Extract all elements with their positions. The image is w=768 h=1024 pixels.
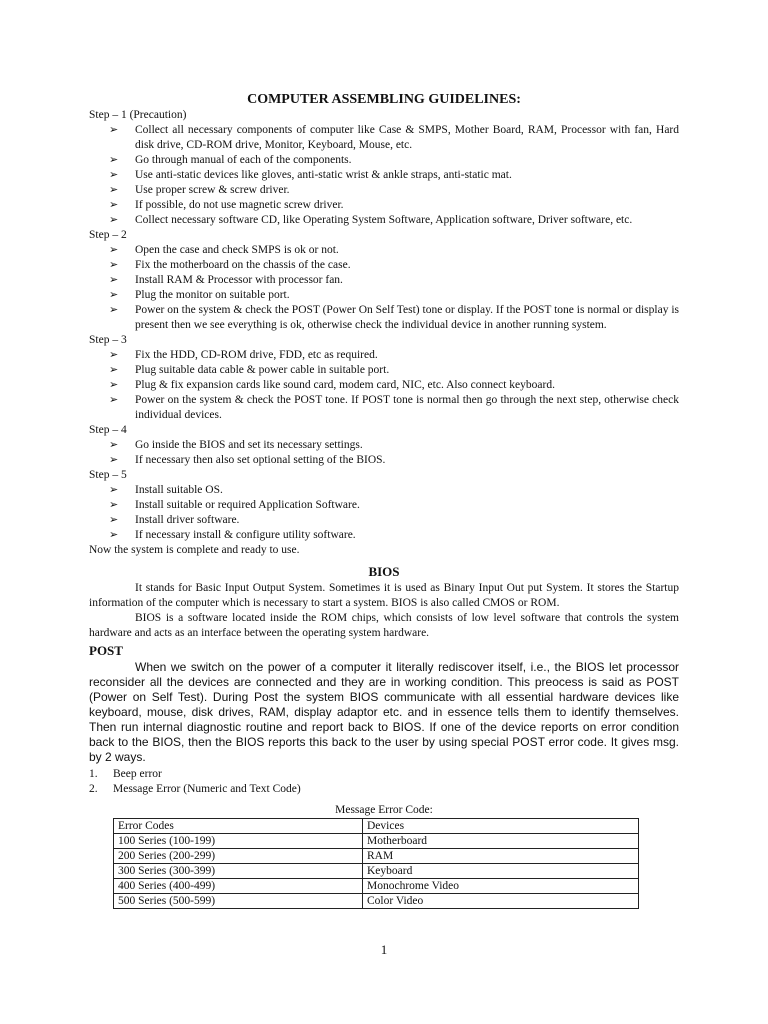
post-paragraph: When we switch on the power of a computer it literally rediscover itself, i.e., the BIOS let processor reconsider all the devices are connected and they are in working condition. This preocess is said as POST (Power on Self Test). During Post the system BIOS communicate with all essential hardware devices like keyboard, mouse, disk drives, RAM, display adaptor etc. and in essence tells them to identify themselves. Then run internal diagnostic routine and report back to BIOS. If one of the device reports on error condition back to the BIOS, then the BIOS reports this back to the user by using special POST error code. It gives msg. by 2 ways. xyxy=(89,660,679,764)
list-item xyxy=(109,453,679,468)
table-header-row xyxy=(114,819,639,834)
list-text: Go through manual of each of the components. xyxy=(135,154,352,166)
step-list xyxy=(89,348,679,423)
table-caption: Message Error Code: xyxy=(335,804,433,816)
arrowhead-bullet-icon: ➢ xyxy=(109,214,119,226)
arrowhead-bullet-icon: ➢ xyxy=(109,304,119,316)
list-text: If necessary install & configure utility software. xyxy=(135,529,356,541)
list-item xyxy=(109,438,679,453)
list-item xyxy=(109,303,679,333)
post-ways-list xyxy=(89,767,679,797)
list-item xyxy=(109,483,679,498)
list-text: Power on the system & check the POST (Power On Self Test) tone or display. If the POST tone is normal or display is present then we see everything is ok, otherwise check the individual device in another running system. xyxy=(135,304,679,331)
column-header-devices: Devices xyxy=(363,819,639,834)
page-number: 1 xyxy=(380,942,388,957)
list-text: Plug suitable data cable & power cable in suitable port. xyxy=(135,364,390,376)
table-row xyxy=(114,879,639,894)
list-text: If possible, do not use magnetic screw driver. xyxy=(135,199,344,211)
arrowhead-bullet-icon: ➢ xyxy=(109,259,119,271)
arrowhead-bullet-icon: ➢ xyxy=(109,349,119,361)
post-heading: POST xyxy=(89,643,123,658)
table-cell: Color Video xyxy=(363,894,639,909)
list-text: Power on the system & check the POST tone. If POST tone is normal then go through the next step, otherwise check individual devices. xyxy=(135,394,679,421)
list-text: If necessary then also set optional setting of the BIOS. xyxy=(135,454,386,466)
list-text: Fix the HDD, CD-ROM drive, FDD, etc as required. xyxy=(135,349,378,361)
list-item xyxy=(109,513,679,528)
step-list xyxy=(89,123,679,228)
table-row xyxy=(114,849,639,864)
table-cell: Motherboard xyxy=(363,834,639,849)
list-text: Install suitable OS. xyxy=(135,484,223,496)
list-number: 1. xyxy=(89,768,98,780)
list-text: Use proper screw & screw driver. xyxy=(135,184,290,196)
list-text: Fix the motherboard on the chassis of the case. xyxy=(135,259,351,271)
error-code-table xyxy=(113,818,639,909)
arrowhead-bullet-icon: ➢ xyxy=(109,514,119,526)
arrowhead-bullet-icon: ➢ xyxy=(109,529,119,541)
arrowhead-bullet-icon: ➢ xyxy=(109,394,119,406)
document-body xyxy=(89,108,679,909)
list-text: Plug the monitor on suitable port. xyxy=(135,289,290,301)
list-text: Collect all necessary components of computer like Case & SMPS, Mother Board, RAM, Processor with fan, Hard disk drive, CD-ROM drive, Monitor, Keyboard, Mouse, etc. xyxy=(135,124,679,151)
list-text: Install RAM & Processor with processor fan. xyxy=(135,274,343,286)
table-cell: 500 Series (500-599) xyxy=(114,894,363,909)
bios-paragraph-1: It stands for Basic Input Output System. Sometimes it is used as Binary Input Out put System. It stores the Startup information of the computer which is necessary to start a system. BIOS is also called CMOS or ROM. xyxy=(89,582,679,609)
list-item xyxy=(109,213,679,228)
bios-heading: BIOS xyxy=(368,564,400,579)
arrowhead-bullet-icon: ➢ xyxy=(109,169,119,181)
final-note: Now the system is complete and ready to use. xyxy=(89,544,300,556)
list-text: Use anti-static devices like gloves, anti-static wrist & ankle straps, anti-static mat. xyxy=(135,169,512,181)
list-text: Install driver software. xyxy=(135,514,240,526)
bios-paragraph-2: BIOS is a software located inside the ROM chips, which consists of low level software that controls the system hardware and acts as an interface between the operating system hardware. xyxy=(89,612,679,639)
list-item xyxy=(109,153,679,168)
arrowhead-bullet-icon: ➢ xyxy=(109,184,119,196)
list-item xyxy=(109,348,679,363)
arrowhead-bullet-icon: ➢ xyxy=(109,124,119,136)
step-heading: Step – 3 xyxy=(89,334,127,346)
table-cell: Keyboard xyxy=(363,864,639,879)
list-item xyxy=(109,258,679,273)
list-item xyxy=(109,288,679,303)
arrowhead-bullet-icon: ➢ xyxy=(109,499,119,511)
list-text: Open the case and check SMPS is ok or not. xyxy=(135,244,339,256)
step-list xyxy=(89,243,679,333)
step-heading: Step – 1 (Precaution) xyxy=(89,109,187,121)
arrowhead-bullet-icon: ➢ xyxy=(109,454,119,466)
table-cell: Monochrome Video xyxy=(363,879,639,894)
table-row xyxy=(114,894,639,909)
arrowhead-bullet-icon: ➢ xyxy=(109,244,119,256)
list-item xyxy=(109,168,679,183)
step-heading: Step – 5 xyxy=(89,469,127,481)
table-cell: 300 Series (300-399) xyxy=(114,864,363,879)
list-text: Beep error xyxy=(113,768,162,780)
list-item xyxy=(109,198,679,213)
arrowhead-bullet-icon: ➢ xyxy=(109,289,119,301)
arrowhead-bullet-icon: ➢ xyxy=(109,274,119,286)
list-number: 2. xyxy=(89,783,98,795)
column-header-error-codes: Error Codes xyxy=(114,819,363,834)
step-list xyxy=(89,483,679,543)
arrowhead-bullet-icon: ➢ xyxy=(109,364,119,376)
list-text: Go inside the BIOS and set its necessary settings. xyxy=(135,439,363,451)
list-item xyxy=(109,528,679,543)
table-row xyxy=(114,834,639,849)
table-cell: 100 Series (100-199) xyxy=(114,834,363,849)
list-item xyxy=(109,273,679,288)
list-text: Message Error (Numeric and Text Code) xyxy=(113,783,301,795)
arrowhead-bullet-icon: ➢ xyxy=(109,484,119,496)
list-item xyxy=(109,123,679,153)
table-cell: 400 Series (400-499) xyxy=(114,879,363,894)
list-item xyxy=(89,767,679,782)
list-item xyxy=(109,378,679,393)
step-heading: Step – 2 xyxy=(89,229,127,241)
list-text: Collect necessary software CD, like Operating System Software, Application software, Driver software, etc. xyxy=(135,214,633,226)
list-item xyxy=(109,498,679,513)
list-item xyxy=(109,393,679,423)
table-row xyxy=(114,864,639,879)
page-title: COMPUTER ASSEMBLING GUIDELINES: xyxy=(247,92,521,107)
list-item xyxy=(109,243,679,258)
arrowhead-bullet-icon: ➢ xyxy=(109,199,119,211)
list-text: Install suitable or required Application Software. xyxy=(135,499,360,511)
assembly-steps xyxy=(89,108,679,543)
step-list xyxy=(89,438,679,468)
table-cell: 200 Series (200-299) xyxy=(114,849,363,864)
list-item xyxy=(109,363,679,378)
list-text: Plug & fix expansion cards like sound card, modem card, NIC, etc. Also connect keyboard. xyxy=(135,379,555,391)
list-item xyxy=(109,183,679,198)
arrowhead-bullet-icon: ➢ xyxy=(109,379,119,391)
table-cell: RAM xyxy=(363,849,639,864)
list-item xyxy=(89,782,679,797)
arrowhead-bullet-icon: ➢ xyxy=(109,439,119,451)
step-heading: Step – 4 xyxy=(89,424,127,436)
arrowhead-bullet-icon: ➢ xyxy=(109,154,119,166)
